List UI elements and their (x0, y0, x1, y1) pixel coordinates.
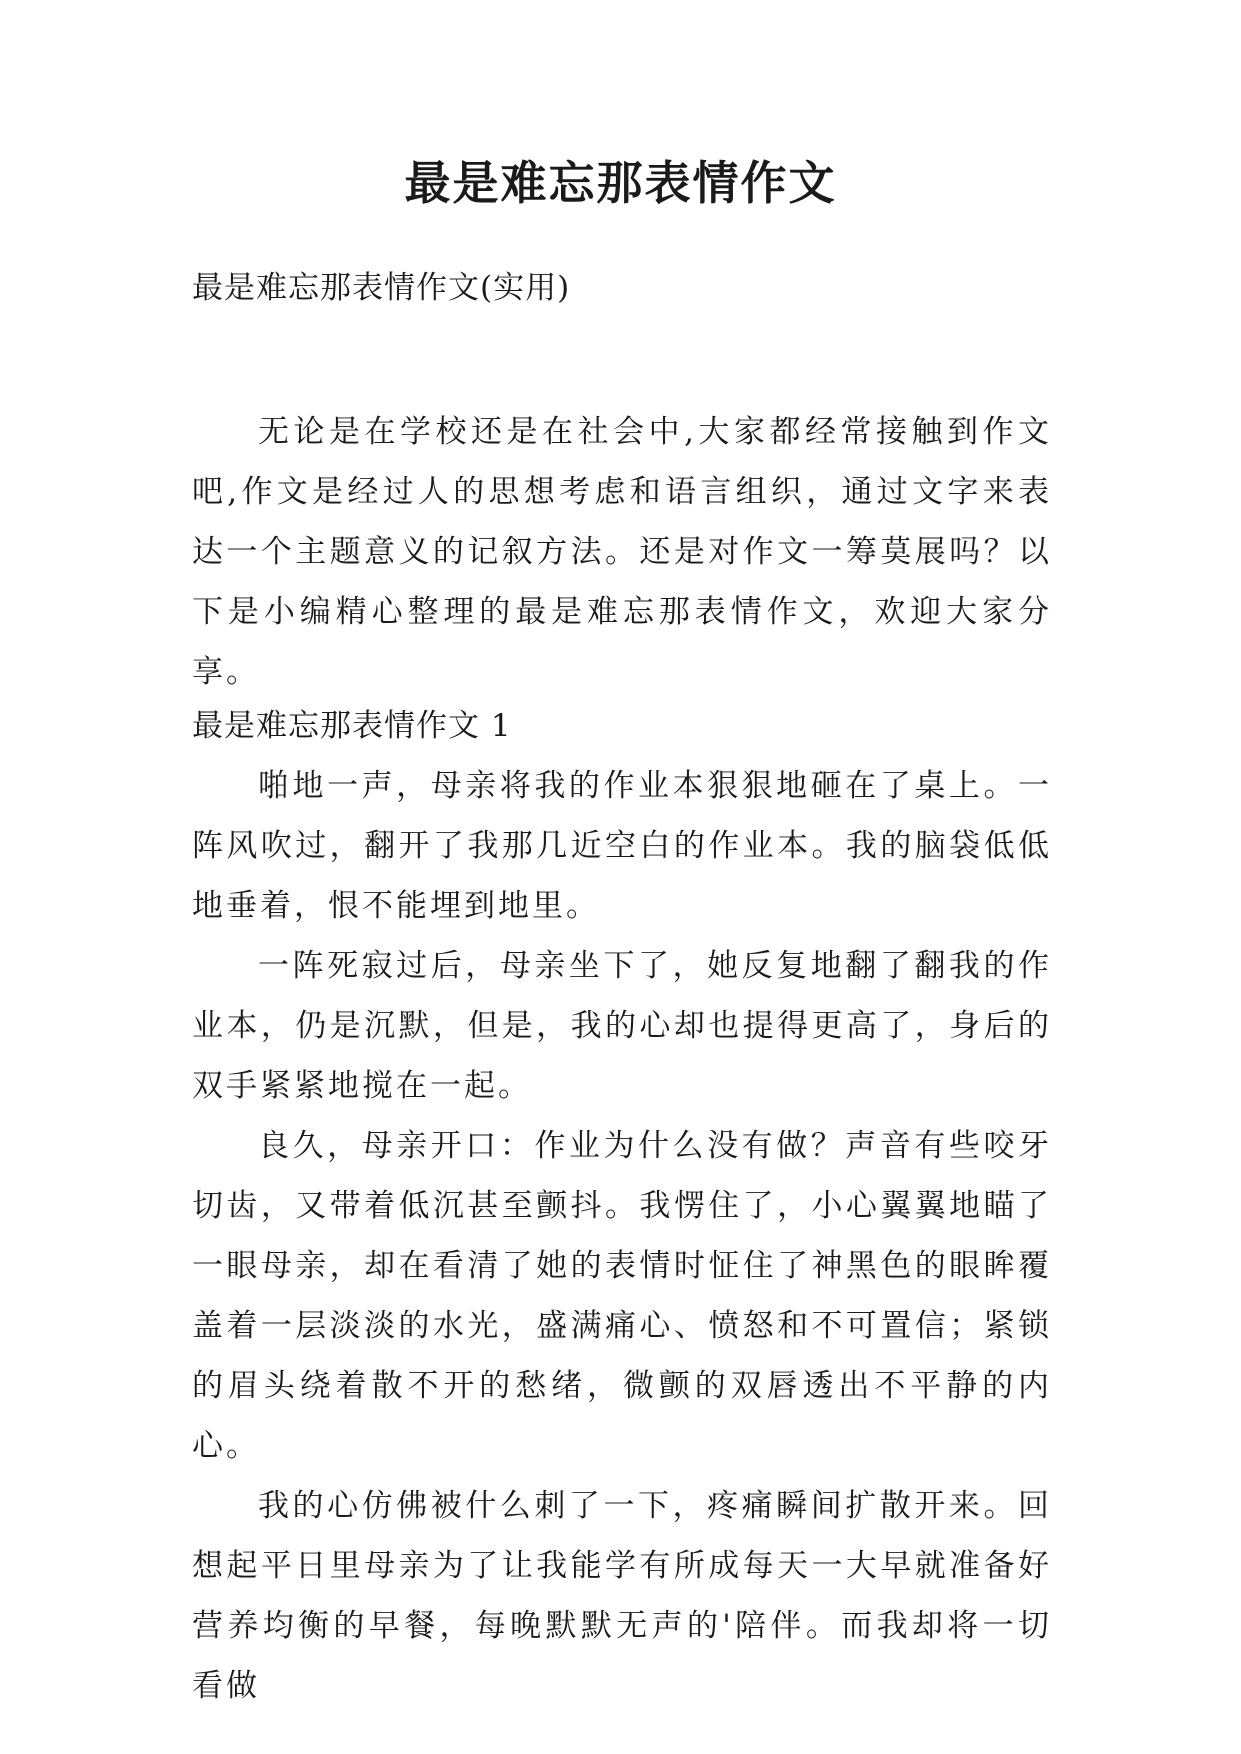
essay-paragraph: 一阵死寂过后，母亲坐下了，她反复地翻了翻我的作业本，仍是沉默，但是，我的心却也提得更高了，身后的双手紧紧地搅在一起。 (192, 948, 1052, 1104)
document-subtitle: 最是难忘那表情作文(实用) (192, 270, 571, 306)
essay-paragraph: 啪地一声，母亲将我的作业本狠狠地砸在了桌上。一阵风吹过，翻开了我那几近空白的作业本。我的脑袋低低地垂着，恨不能埋到地里。 (192, 768, 1052, 924)
essay-paragraph: 我的心仿佛被什么刺了一下，疼痛瞬间扩散开来。回想起平日里母亲为了让我能学有所成每天一大早就准备好营养均衡的早餐，每晚默默无声的'陪伴。而我却将一切看做 (192, 1488, 1052, 1704)
essay-body (192, 756, 1052, 1716)
intro-paragraph: 无论是在学校还是在社会中,大家都经常接触到作文吧,作文是经过人的思想考虑和语言组织，通过文字来表达一个主题意义的记叙方法。还是对作文一筹莫展吗？以下是小编精心整理的最是难忘那表情作文，欢迎大家分享。 (192, 414, 1052, 690)
section-heading: 最是难忘那表情作文 1 (192, 708, 512, 744)
document-title: 最是难忘那表情作文 (404, 156, 837, 210)
essay-paragraph: 良久，母亲开口：作业为什么没有做？声音有些咬牙切齿，又带着低沉甚至颤抖。我愣住了，小心翼翼地瞄了一眼母亲，却在看清了她的表情时怔住了神黑色的眼眸覆盖着一层淡淡的水光，盛满痛心、愤怒和不可置信；紧锁的眉头绕着散不开的愁绪，微颤的双唇透出不平静的内心。 (192, 1128, 1052, 1464)
